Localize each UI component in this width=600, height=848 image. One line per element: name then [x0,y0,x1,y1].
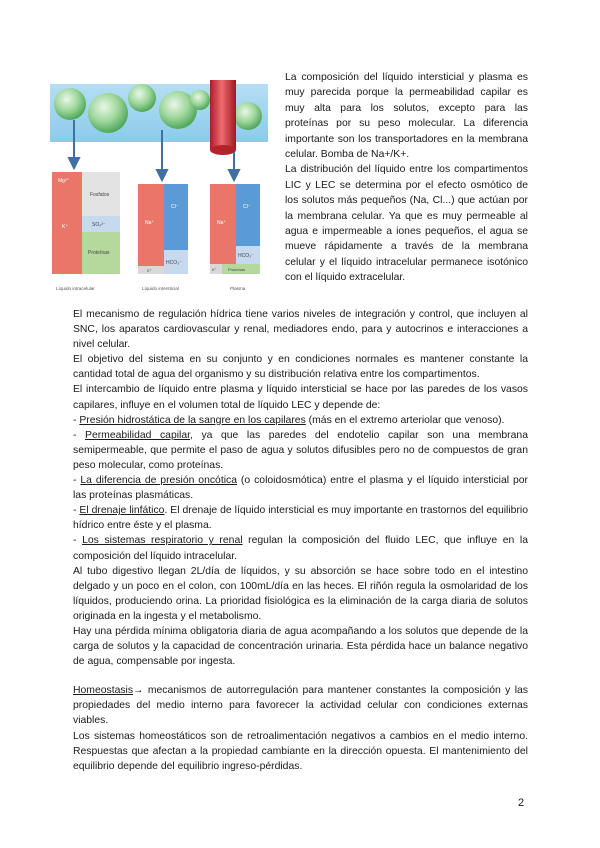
list-item [73,533,528,563]
arrow-head-icon [69,158,79,168]
label-k: K⁺ [147,268,152,273]
paragraph: El mecanismo de regulación hídrica tiene varios niveles de integración y control, que incluyen al SNC, los aparatos cardiovascular y renal, mediadores endo, para y autocrinos e interacciones a nivel celular. [73,309,528,351]
underlined-term: Homeostasis [73,685,134,697]
intro-paragraph: La composición del líquido intersticial y plasma es muy parecida porque la permeabilidad capilar es muy alta para los solutos, excepto para las proteínas por su peso molecular. La diferencia importante son los transportadores en la membrana celular. Bomba de Na+/K+. [285,72,528,161]
column-interstitial [138,184,188,291]
list-item [73,503,528,533]
list-item [73,413,528,428]
label-hco3: HCO₃⁻ [238,253,254,259]
cell-sphere [234,102,262,130]
list-dash: - [73,414,80,426]
label-mg: Mg²⁺ [58,178,70,184]
caption-intracellular: Líquido intracelular [56,286,95,291]
underlined-term: Los sistemas respiratorio y renal [82,535,243,547]
main-text [73,307,528,774]
list-item-text: , ya que las paredes del endotelio capilar son una membrana semipermeable, que permite el paso de agua y solutos difusibles pero no de compuestos de gran peso molecular, como proteínas. [73,429,528,471]
homeostasis-text: → mecanismos de autorregulación para mantener constantes la composición y las propiedades del medio interno para favorecer la actividad celular con condiciones externas viables. [73,685,528,727]
list-item-text: (o coloidosmótica) entre el plasma y el líquido intersticial por las proteínas plasmáticas. [73,475,528,502]
label-proteinas: Proteínas [88,250,110,256]
caption-plasma: Plasma [230,286,246,291]
label-hco3: HCO₃⁻ [166,260,182,266]
figure-svg [50,80,276,300]
homeostasis-paragraph [73,683,528,728]
column-plasma [210,184,260,291]
list-item [73,428,528,473]
underlined-term: La diferencia de presión oncótica [80,475,238,487]
label-k: K⁺ [212,267,217,272]
list-item-text: (más en el extremo arteriolar que venoso). [305,414,505,426]
cell-sphere [54,88,86,120]
label-so4: SO₄²⁻ [92,222,106,228]
intro-text [285,70,528,286]
list-item-text: . El drenaje de líquido intersticial es muy importante en trastornos del equilibrio hídrico entre éste y el plasma. [73,505,528,532]
arrow-head-icon [157,170,167,180]
list-dash: - [73,535,83,547]
underlined-term: Presión hidrostática de la sangre en los capilares [79,414,306,426]
capillary-bottom [210,145,236,155]
paragraph: Los sistemas homeostáticos son de retroalimentación negativos a cambios en el medio interno. Respuestas que afectan a la propiedad cambiante en la dirección opuesta. El mantenimiento del equilibrio depende del equilibrio ingreso-pérdidas. [73,730,528,772]
cell-sphere [128,84,156,112]
underlined-term: Permeabilidad capilar [85,429,191,441]
list-item-text: regulan la composición del fluido LEC, que influye en la composición del líquido intracelular. [73,535,528,562]
label-na: Na⁺ [145,220,155,226]
label-cl: Cl⁻ [243,204,251,210]
column-intracellular [52,172,120,291]
cell-sphere [88,93,128,133]
list-dash: - [73,429,86,441]
capillary-tube [210,80,236,150]
caption-interstitial: Líquido intersticial [142,286,179,291]
paragraph: El objetivo del sistema en su conjunto y en condiciones normales es mantener constante la cantidad total de agua del organismo y su distribución relativa entre los compartimentos. [73,354,528,381]
list-dash: - [73,475,81,487]
label-proteinas: Proteínas [228,267,246,272]
label-k: K⁺ [62,224,68,230]
paragraph: Hay una pérdida mínima obligatoria diaria de agua acompañando a los solutos que depende de la carga de solutos y la capacidad de concentración urinaria. Esta pérdida hace un balance negativo de agua, compensable por ingesta. [73,625,528,668]
label-na: Na⁺ [217,220,227,226]
underlined-term: El drenaje linfático [79,505,165,517]
cell-sphere [190,90,210,110]
fluid-compartments-figure [50,80,276,300]
intro-paragraph: La distribución del líquido entre los compartimentos LIC y LEC se determina por el efecto osmótico de los solutos más pequeños (Na, Cl...) que actúan por la membrana celular. Ya que es muy permeable al agua e impermeable a iones pequeños, el agua se mueve rápidamente a través de la membrana celular y el líquido intracelular permanece isotónico con el líquido extracelular. [285,164,528,284]
arrow-head-icon [229,170,239,180]
list-item [73,473,528,503]
label-fosfatos: Fosfatos [90,192,110,198]
page-number: 2 [518,797,525,809]
list-dash: - [73,505,80,517]
label-cl: Cl⁻ [171,204,179,210]
spacer [73,669,528,683]
paragraph: El intercambio de líquido entre plasma y líquido intersticial se hace por las paredes de los vasos capilares, influye en el volumen total de líquido LEC y depende de: [73,384,528,411]
paragraph: Al tubo digestivo llegan 2L/día de líquidos, y su absorción se hace sobre todo en el intestino delgado y un poco en el colon, con 100mL/día en las heces. El riñón regula la osmolaridad de los líquidos, produciendo orina. La prioridad fisiológica es la eliminación de la carga diaria de solutos originada en la ingesta y el metabolismo. [73,565,528,622]
